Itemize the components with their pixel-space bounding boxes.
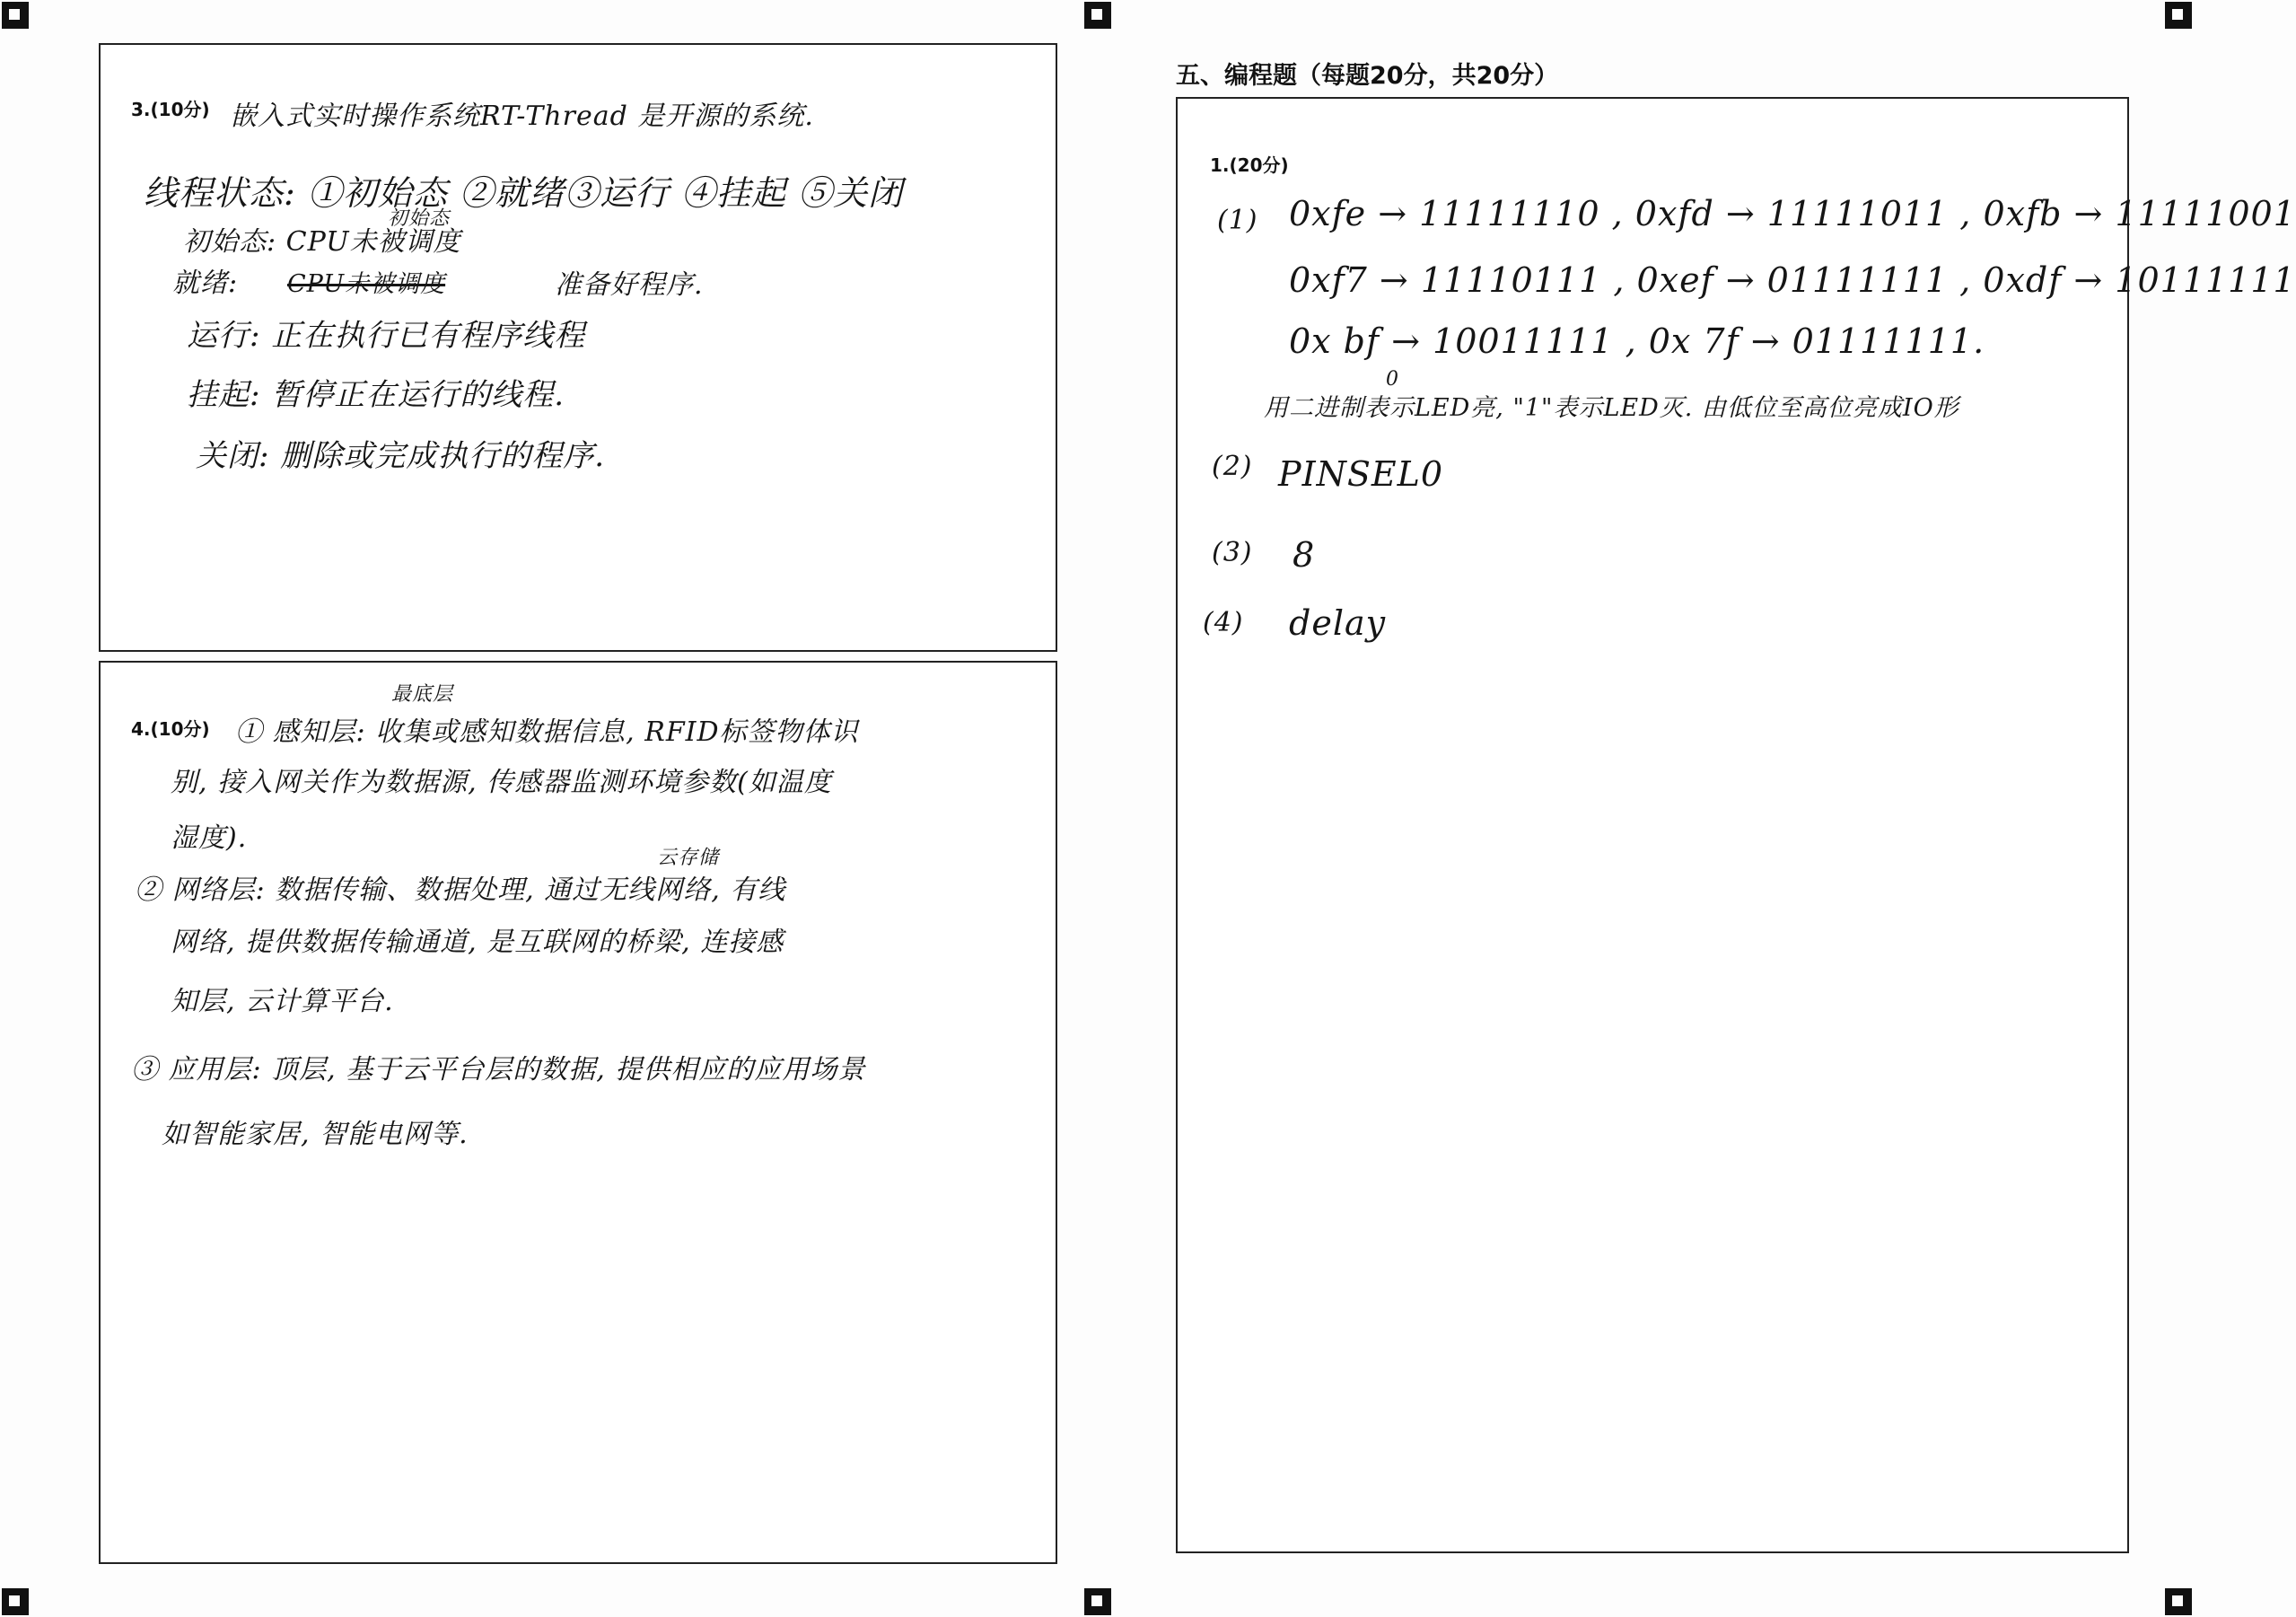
q3-line-3: 初始态: CPU未被调度 xyxy=(183,226,461,258)
p1-row-2: 0xf7 → 11110111 , 0xef → 01111111 , 0xdf → 10111111 xyxy=(1289,260,2296,300)
section-title-programming: 五、编程题（每题20分，共20分） xyxy=(1176,62,1559,90)
q4-line-5: 网络, 提供数据传输通道, 是互联网的桥梁, 连接感 xyxy=(171,927,784,958)
q3-line-4-rest: 准备好程序. xyxy=(555,269,704,301)
p1-part1-number: (1) xyxy=(1217,205,1258,236)
p1-row-1: 0xfe → 11111110 , 0xfd → 11111011 , 0xfb → 11111001 xyxy=(1289,194,2296,233)
q4-line-2: 别, 接入网关作为数据源, 传感器监测环境参数(如温度 xyxy=(171,767,832,798)
q3-line-1: 嵌入式实时操作系统RT-Thread 是开源的系统. xyxy=(230,101,814,132)
p1-part3-number: (3) xyxy=(1212,537,1253,568)
registration-marker-bottom-right xyxy=(2165,1588,2192,1615)
q4-note-mid: 云存储 xyxy=(657,847,720,869)
p1-row-4: 用二进制表示LED亮, "1"表示LED灭. 由低位至高位亮成IO形 xyxy=(1264,394,1959,422)
q3-line-4-label: 就绪: xyxy=(172,268,239,299)
p1-part4-number: (4) xyxy=(1203,607,1244,638)
registration-marker-top-right xyxy=(2165,2,2192,29)
q4-line-6: 知层, 云计算平台. xyxy=(171,986,394,1017)
p1-row-4-note: 0 xyxy=(1386,368,1399,391)
q4-line-8: 如智能家居, 智能电网等. xyxy=(162,1119,469,1150)
p1-row-3: 0x bf → 10011111 , 0x 7f → 01111111. xyxy=(1289,321,1985,361)
q3-line-5: 运行: 正在执行已有程序线程 xyxy=(187,318,586,354)
q4-note-top: 最底层 xyxy=(391,683,454,706)
q4-line-1: ① 感知层: 收集或感知数据信息, RFID标签物体识 xyxy=(235,716,859,748)
question-label-p1: 1.(20分) xyxy=(1210,154,1289,176)
question-label-q3: 3.(10分) xyxy=(131,99,210,120)
q3-line-7: 关闭: 删除或完成执行的程序. xyxy=(196,438,606,474)
q3-line-4-struck: CPU未被调度 xyxy=(287,270,446,298)
q4-line-3: 湿度). xyxy=(171,822,248,854)
answer-box-programming-q1 xyxy=(1176,97,2129,1553)
registration-marker-bottom-left xyxy=(2,1588,29,1615)
p1-part3-answer: 8 xyxy=(1293,535,1316,575)
q3-line-2: 线程状态: ①初始态 ②就绪③运行 ④挂起 ⑤关闭 xyxy=(144,173,904,213)
q4-line-7: ③ 应用层: 顶层, 基于云平台层的数据, 提供相应的应用场景 xyxy=(131,1054,866,1085)
q3-line-6: 挂起: 暂停正在运行的线程. xyxy=(187,377,565,413)
q3-line-2-note: 初始态 xyxy=(388,207,451,230)
registration-marker-top-left xyxy=(2,2,29,29)
q4-line-4: ② 网络层: 数据传输、数据处理, 通过无线网络, 有线 xyxy=(135,874,786,906)
p1-part2-answer: PINSEL0 xyxy=(1278,454,1444,494)
registration-marker-bottom-center xyxy=(1084,1588,1111,1615)
registration-marker-top-center xyxy=(1084,2,1111,29)
question-label-q4: 4.(10分) xyxy=(131,718,210,740)
p1-part4-answer: delay xyxy=(1289,603,1387,643)
p1-part2-number: (2) xyxy=(1212,451,1253,482)
